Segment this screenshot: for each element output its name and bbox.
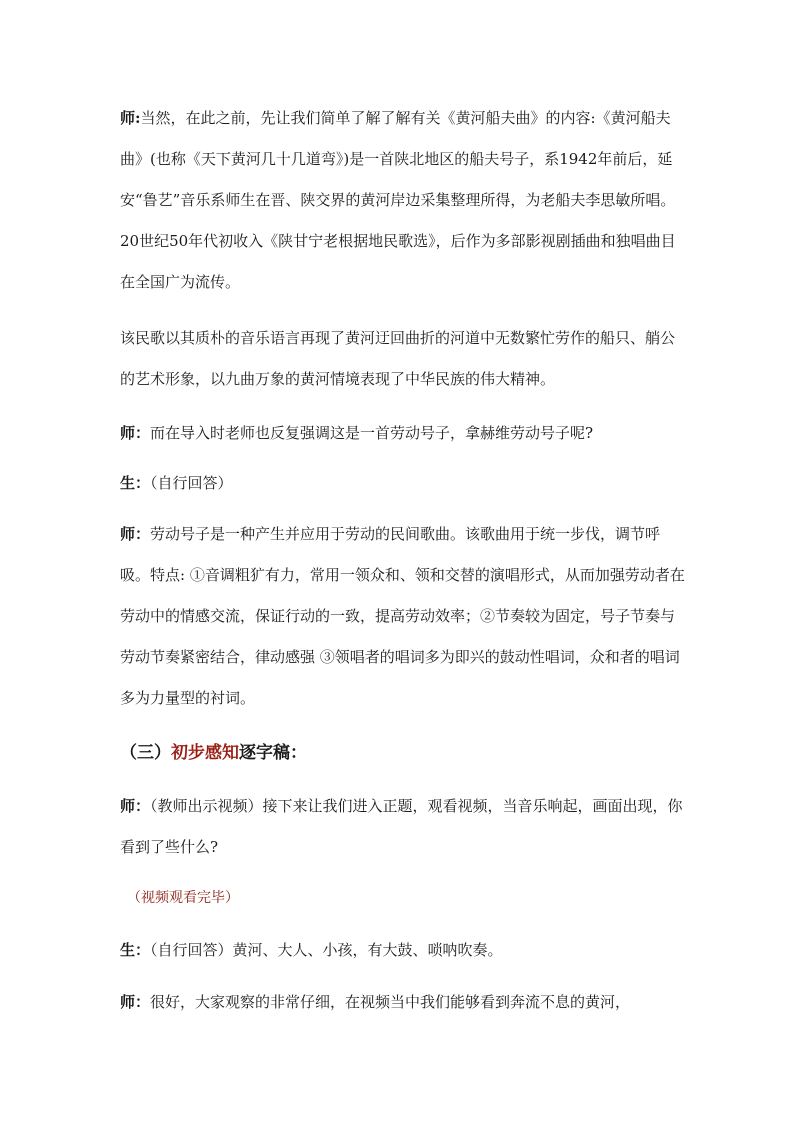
paragraph-text: 很好，大家观察的非常仔细，在视频当中我们能够看到奔流不息的黄河， (150, 993, 631, 1011)
paragraph-intro (120, 98, 685, 303)
paragraph-work-song (120, 514, 685, 719)
paragraph-text: （教师出示视频）接下来让我们进入正题，观看视频，当音乐响起，画面出现，你看到了些什么? (120, 797, 683, 856)
paragraph-text: （自行回答）黄河、大人、小孩，有大鼓、唢呐吹奏。 (150, 941, 503, 959)
paragraph-student-answer (120, 940, 685, 960)
speaker-label: 师： (120, 797, 151, 815)
paragraph-text: 当然，在此之前，先让我们简单了解了解有关《黄河船夫曲》的内容:《黄河船夫曲》(也称《天下黄河几十几道弯》)是一首陕北地区的船夫号子，系1942年前后，延安“鲁艺”音乐系师生在晋、陕交界的黄河岸边采集整理所得，为老船夫李思敏所唱。20世纪50年代初收入《陕甘宁老根据地民歌选》，后作为多部影视剧插曲和独唱曲目在全国广为流传。 (120, 109, 676, 291)
paragraph-video-prompt (120, 786, 685, 868)
paragraph-question (120, 423, 685, 443)
paragraph-text: 该民歌以其质朴的音乐语言再现了黄河迂回曲折的河道中无数繁忙劳作的船只、艄公的艺术形象，以九曲万象的黄河情境表现了中华民族的伟大精神。 (120, 329, 676, 388)
paragraph-text: （自行回答） (150, 474, 233, 492)
speaker-label: 师： (120, 424, 151, 442)
stage-note: （视频观看完毕） (127, 890, 239, 906)
paragraph-text: 劳动号子是一种产生并应用于劳动的民间歌曲。该歌曲用于统一步伐，调节呼吸。特点: ①音调粗犷有力，常用一领众和、领和交替的演唱形式，从而加强劳动者在劳动中的情感交流，保证行动的一致，提高劳动效率；②节奏较为固定，号子节奏与劳动节奏紧密结合，律动感强 ③领唱者的唱词多为即兴的鼓动性唱词，众和者的唱词多为力量型的衬词。 (120, 525, 685, 707)
paragraph-description (120, 318, 685, 400)
section-heading (120, 742, 307, 764)
heading-accent: 初步感知 (171, 743, 239, 763)
heading-suffix: 逐字稿： (239, 743, 307, 763)
speaker-label: 师： (120, 525, 151, 543)
speaker-label: 生： (120, 941, 151, 959)
paragraph-teacher-response (120, 992, 685, 1012)
paragraph-text: 而在导入时老师也反复强调这是一首劳动号子，拿赫维劳动号子呢? (150, 424, 594, 442)
paragraph-answer (120, 473, 685, 493)
heading-prefix: （三） (120, 743, 171, 763)
speaker-label: 师: (120, 109, 141, 127)
speaker-label: 生： (120, 474, 151, 492)
speaker-label: 师： (120, 993, 151, 1011)
